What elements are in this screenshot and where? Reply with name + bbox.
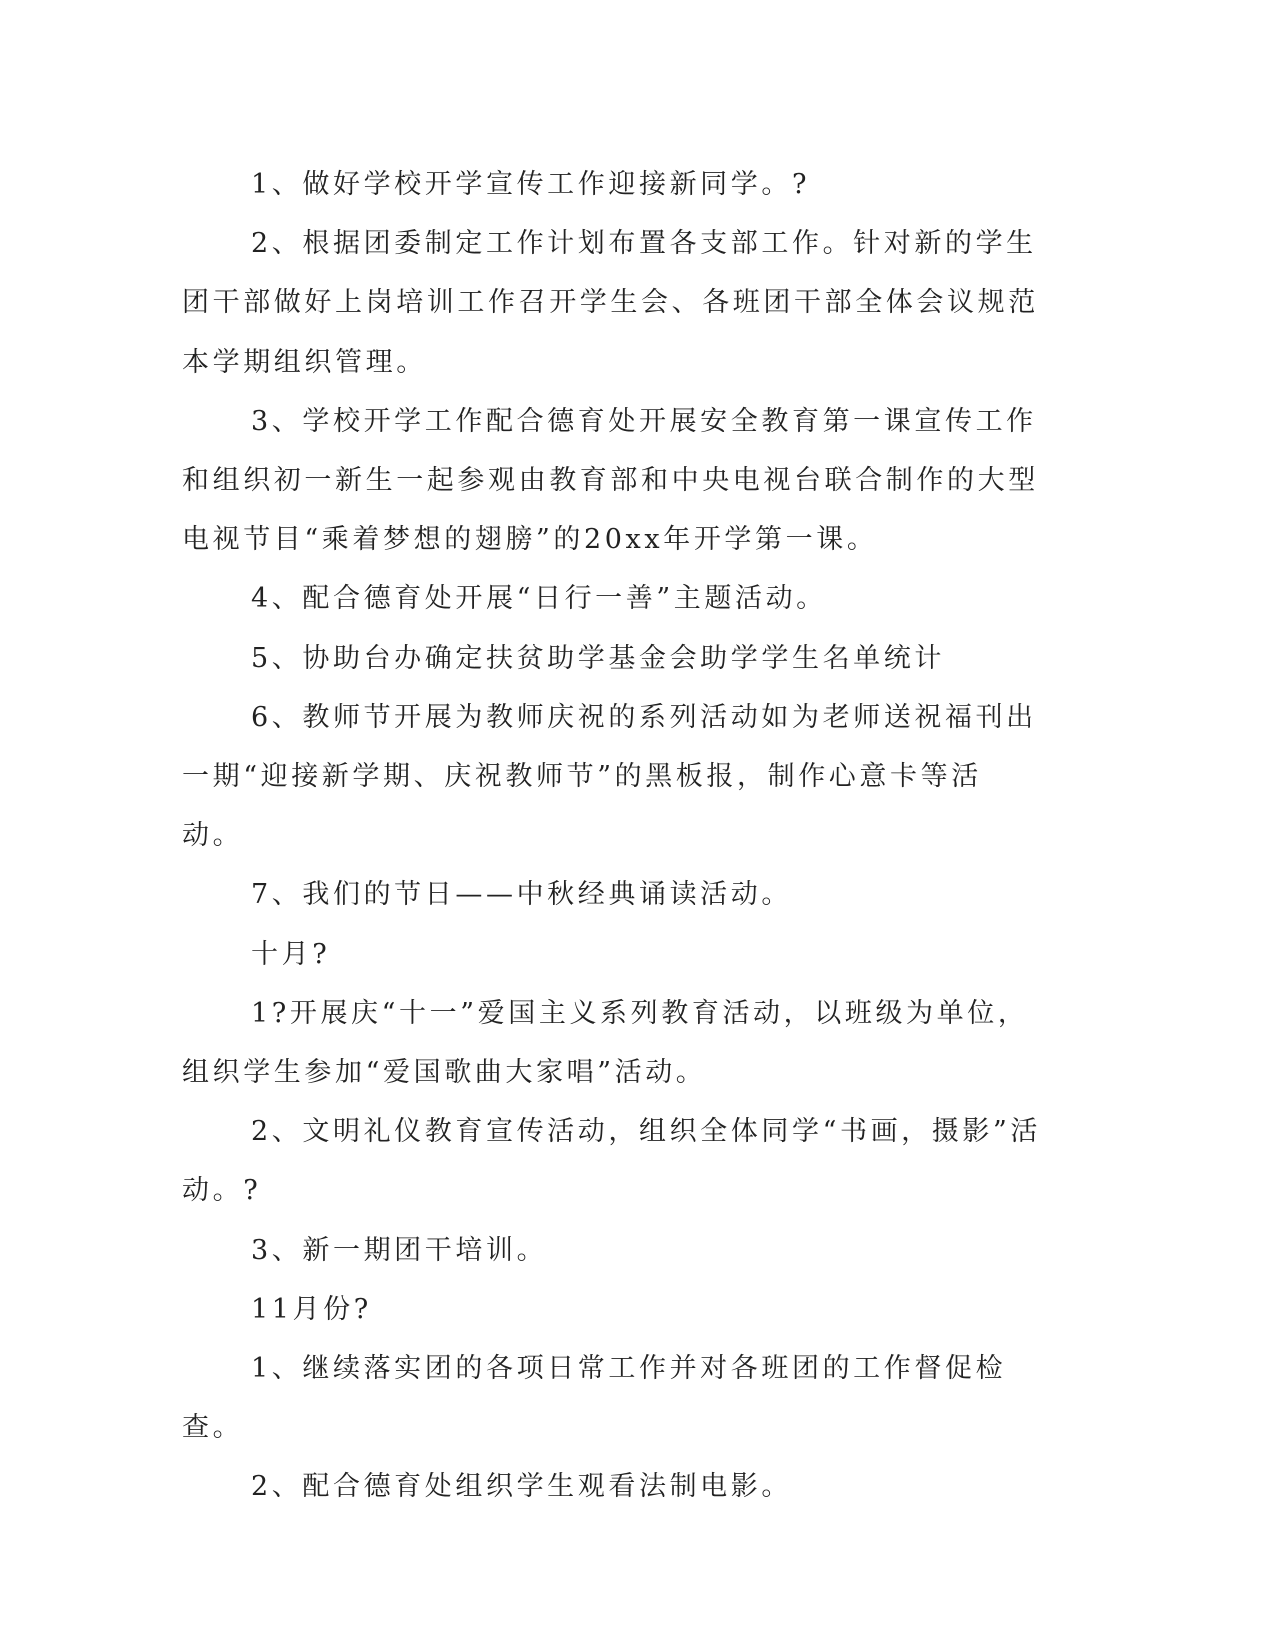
paragraph-oct-item-1: 1?开展庆“十一”爱国主义系列教育活动，以班级为单位，组织学生参加“爱国歌曲大家唱”活动。	[182, 997, 1029, 1089]
paragraph-sept-item-6: 6、教师节开展为教师庆祝的系列活动如为老师送祝福刊出一期“迎接新学期、庆祝教师节”的黑板报，制作心意卡等活动。	[182, 701, 1037, 852]
paragraph-nov-item-1: 1、继续落实团的各项日常工作并对各班团的工作督促检查。	[182, 1353, 1007, 1444]
heading-october: 十月?	[251, 938, 331, 970]
paragraph-nov-item-2: 2、配合德育处组织学生观看法制电影。	[251, 1471, 792, 1503]
heading-november: 11月份?	[251, 1293, 372, 1325]
paragraph-sept-item-2: 2、根据团委制定工作计划布置各支部工作。针对新的学生团干部做好上岗培训工作召开学生会、各班团干部全体会议规范本学期组织管理。	[182, 228, 1039, 378]
paragraph-sept-item-5: 5、协助台办确定扶贫助学基金会助学学生名单统计	[251, 642, 945, 674]
paragraph-sept-item-7: 7、我们的节日——中秋经典诵读活动。	[251, 879, 792, 911]
paragraph-sept-item-4: 4、配合德育处开展“日行一善”主题活动。	[251, 583, 827, 615]
paragraph-sept-item-3: 3、学校开学工作配合德育处开展安全教育第一课宣传工作和组织初一新生一起参观由教育部和中央电视台联合制作的大型电视节目“乘着梦想的翅膀”的20xx年开学第一课。	[182, 405, 1039, 556]
document-body	[182, 155, 1042, 1517]
paragraph-sept-item-1: 1、做好学校开学宣传工作迎接新同学。?	[251, 169, 811, 200]
paragraph-oct-item-3: 3、新一期团干培训。	[251, 1234, 548, 1266]
paragraph-oct-item-2: 2、文明礼仪教育宣传活动，组织全体同学“书画，摄影”活动。?	[182, 1116, 1041, 1207]
